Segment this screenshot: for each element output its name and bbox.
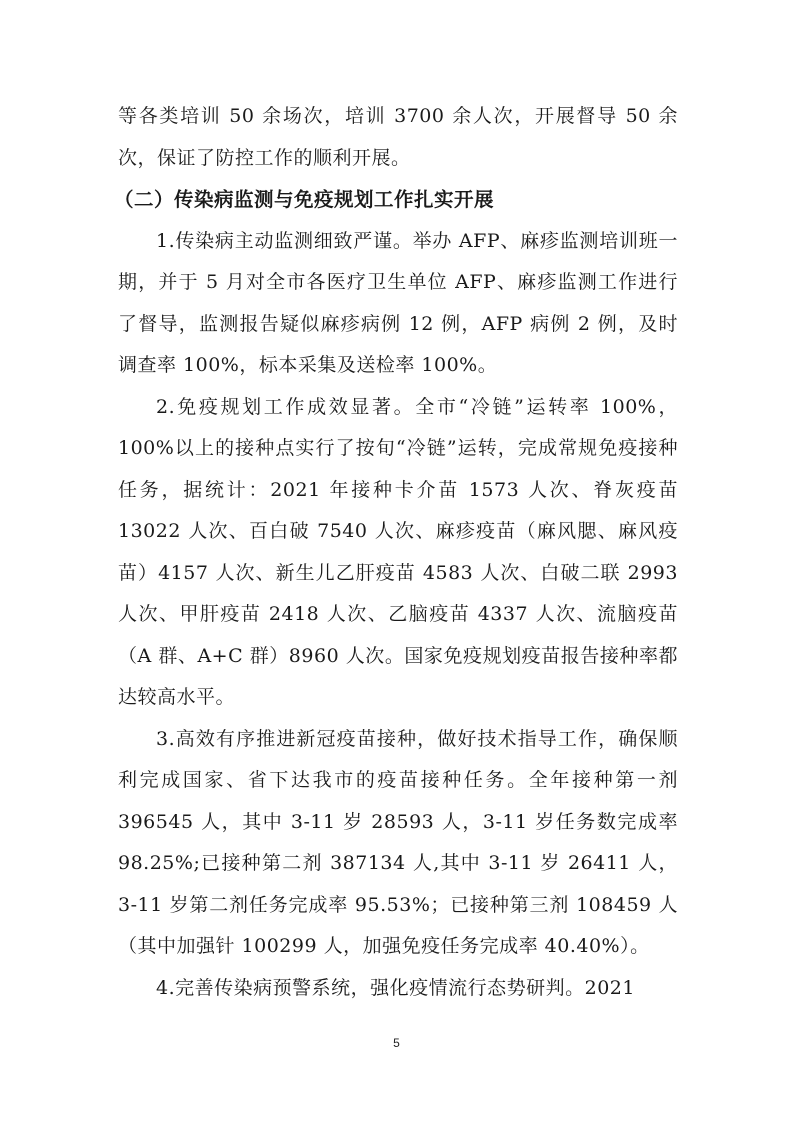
page-number: 5	[393, 1036, 400, 1050]
paragraph-continued: 等各类培训 50 余场次，培训 3700 余人次，开展督导 50 余次，保证了防控工作的顺利开展。	[118, 105, 678, 169]
document-body	[114, 96, 678, 1009]
paragraph-early-warning: 4.完善传染病预警系统，强化疫情流行态势研判。2021	[156, 976, 635, 999]
paragraph-immunization-planning: 2.免疫规划工作成效显著。全市“冷链”运转率 100%，100%以上的接种点实行了按旬“冷链”运转，完成常规免疫接种任务，据统计：2021 年接种卡介苗 1573 人次、脊灰疫苗 13022 人次、百白破 7540 人次、麻疹疫苗（麻风腮、麻风疫苗）4157 人次、新生儿乙肝疫苗 4583 人次、白破二联 2993 人次、甲肝疫苗 2418 人次、乙脑疫苗 4337 人次、流脑疫苗（A 群、A+C 群）8960 人次。国家免疫规划疫苗报告接种率都达较高水平。	[118, 395, 678, 708]
paragraph-covid-vaccination: 3.高效有序推进新冠疫苗接种，做好技术指导工作，确保顺利完成国家、省下达我市的疫苗接种任务。全年接种第一剂 396545 人，其中 3-11 岁 28593 人，3-11 岁任务数完成率 98.25%;已接种第二剂 387134 人,其中 3-11 岁 26411 人，3-11 岁第二剂任务完成率 95.53%；已接种第三剂 108459 人（其中加强针 100299 人，加强免疫任务完成率 40.40%）。	[118, 727, 678, 957]
section-heading: （二）传染病监测与免疫规划工作扎实开展	[114, 188, 495, 211]
paragraph-infectious-disease-monitoring: 1.传染病主动监测细致严谨。举办 AFP、麻疹监测培训班一期，并于 5 月对全市各医疗卫生单位 AFP、麻疹监测工作进行了督导，监测报告疑似麻疹病例 12 例，AFP 病例 2 例，及时调查率 100%，标本采集及送检率 100%。	[118, 229, 678, 376]
